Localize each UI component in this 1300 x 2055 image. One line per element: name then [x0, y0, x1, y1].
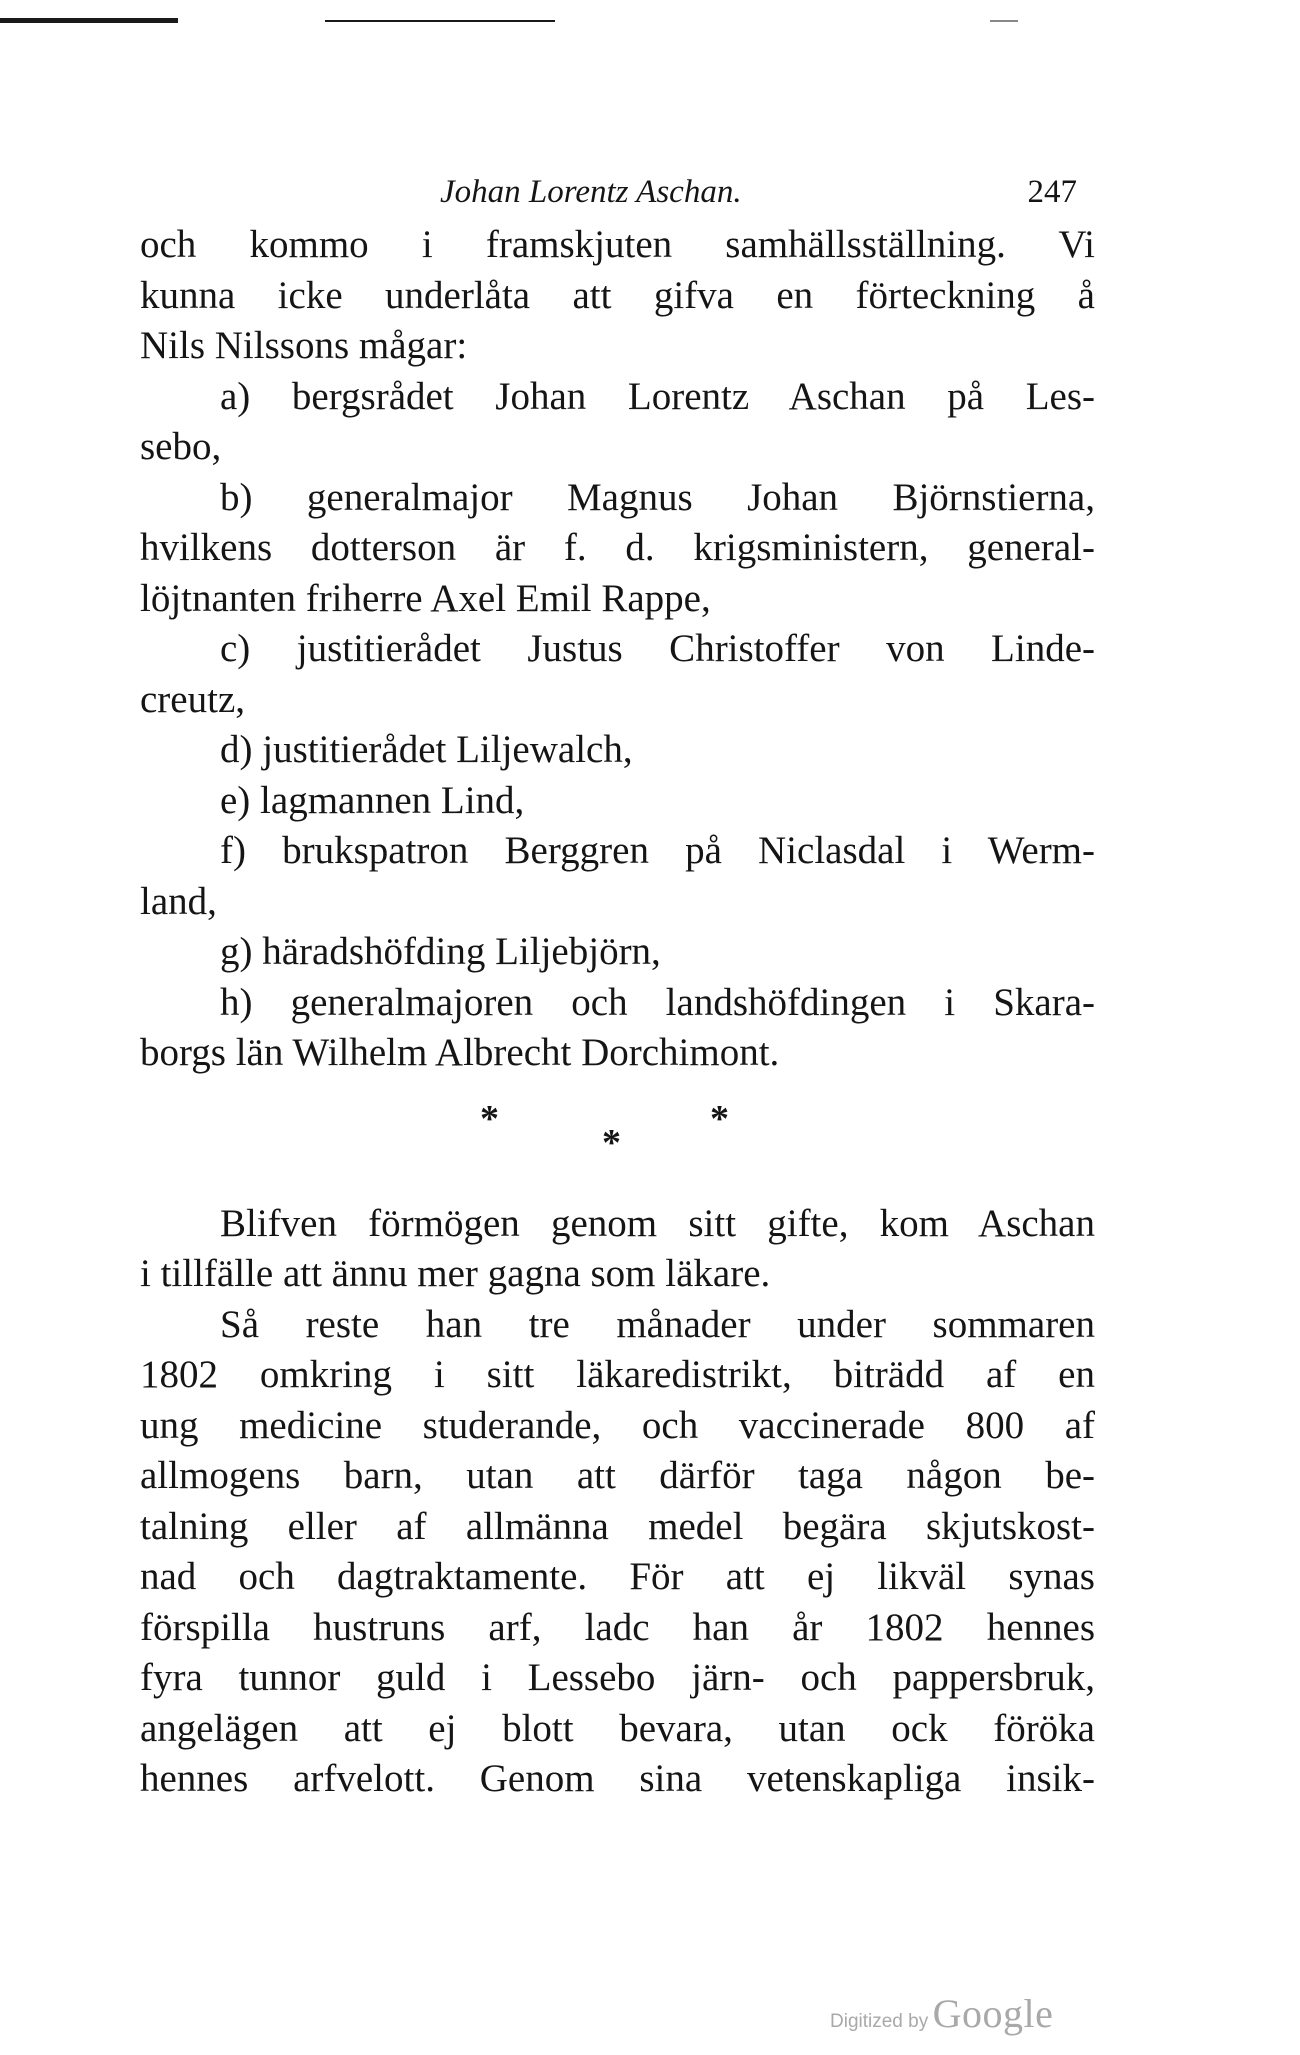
list-item-line: land,	[140, 879, 217, 923]
list-item-line: b) generalmajor Magnus Johan Björnstierna,	[220, 475, 1095, 519]
text-block-practice	[140, 1199, 1095, 1805]
scan-edge-mark	[0, 18, 178, 23]
list-item-line: borgs län Wilhelm Albrecht Dorchimont.	[140, 1031, 780, 1074]
text-line: i tillfälle att ännu mer gagna som läkare.	[140, 1252, 771, 1295]
list-item-line: g) häradshöfding Liljebjörn,	[220, 930, 661, 973]
asterisk: *	[710, 1097, 729, 1140]
watermark-prefix: Digitized by	[830, 2011, 929, 2032]
list-item-line: hvilkens dotterson är f. d. krigsministern, general-	[140, 526, 1095, 569]
book-page	[140, 160, 1095, 1805]
list-item-line: sebo,	[140, 425, 222, 468]
google-logo: Google	[932, 1991, 1054, 2036]
asterisk: *	[480, 1097, 499, 1140]
list-item-line: d) justitierådet Liljewalch,	[220, 728, 633, 771]
list-item-line: h) generalmajoren och landshöfdingen i Skara-	[220, 980, 1095, 1024]
asterism-separator	[140, 1079, 1095, 1199]
list-item-line: e) lagmannen Lind,	[220, 778, 525, 822]
list-item-line: c) justitierådet Justus Christoffer von Linde-	[220, 627, 1095, 670]
text-line: Nils Nilssons mågar:	[140, 324, 468, 367]
running-head-title: Johan Lorentz Aschan.	[440, 174, 742, 210]
page-number: 247	[1027, 174, 1077, 210]
text-line: 1802 omkring i sitt läkaredistrikt, biträdd af en	[140, 1353, 1095, 1396]
text-line: och kommo i framskjuten samhällsställning. Vi	[140, 223, 1095, 266]
text-line: kunna icke underlåta att gifva en förteckning å	[140, 273, 1095, 317]
text-line: Blifven förmögen genom sitt gifte, kom Aschan	[220, 1201, 1095, 1245]
text-line: ung medicine studerande, och vaccinerade 800 af	[140, 1403, 1095, 1447]
running-head	[140, 160, 1095, 220]
text-line: talning eller af allmänna medel begära skjutskost-	[140, 1504, 1095, 1548]
asterisk: *	[602, 1121, 621, 1164]
list-item-line: creutz,	[140, 677, 246, 721]
text-line: angelägen att ej blott bevara, utan ock föröka	[140, 1706, 1095, 1750]
list-item-line: f) brukspatron Berggren på Niclasdal i Werm-	[220, 829, 1095, 872]
list-item-line: a) bergsrådet Johan Lorentz Aschan på Les-	[220, 374, 1095, 418]
text-line: fyra tunnor guld i Lessebo järn- och pappersbruk,	[140, 1656, 1095, 1699]
scan-edge-mark	[325, 20, 555, 22]
text-line: allmogens barn, utan att därför taga någon be-	[140, 1454, 1095, 1497]
text-line: nad och dagtraktamente. För att ej likväl synas	[140, 1555, 1095, 1598]
text-line: Så reste han tre månader under sommaren	[220, 1302, 1095, 1346]
scan-edge-mark	[990, 20, 1018, 22]
text-line: hennes arfvelott. Genom sina vetenskapliga insik-	[140, 1757, 1095, 1800]
text-line: förspilla hustruns arf, ladc han år 1802 hennes	[140, 1605, 1095, 1649]
digitized-watermark	[830, 1990, 1053, 2037]
list-item-line: löjtnanten friherre Axel Emil Rappe,	[140, 576, 711, 620]
text-block-son-in-laws	[140, 220, 1095, 1079]
